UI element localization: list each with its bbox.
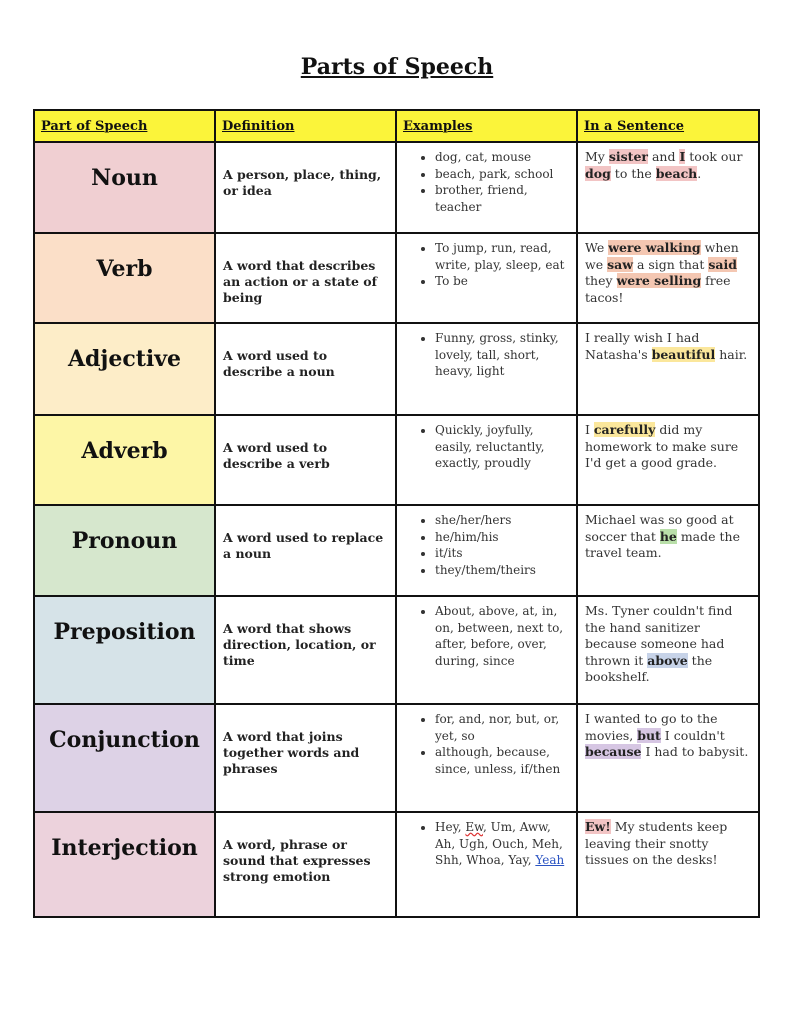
header-part-of-speech: Part of Speech [34, 110, 215, 142]
highlighted-word: were walking [608, 240, 701, 255]
highlighted-word: beach [655, 165, 698, 181]
table-row [34, 142, 759, 233]
table-row [34, 812, 759, 917]
sentence-text: a sign that [632, 256, 709, 272]
examples-list [401, 819, 572, 869]
example-item: • To jump, run, read, write, play, sleep, eat [435, 240, 572, 273]
example-segment: Ew [465, 820, 483, 834]
sentence-text: I [585, 422, 594, 437]
table-row [34, 415, 759, 505]
example-item: • they/them/theirs [435, 562, 572, 579]
sentence-text: My [585, 149, 609, 164]
cell-definition: A word that describes an action or a state of being [215, 233, 396, 323]
cell-part-of-speech-conjunction [34, 704, 215, 812]
part-of-speech-label: Adjective [67, 346, 182, 372]
parts-of-speech-table [33, 109, 760, 918]
example-segment: Hey, [435, 820, 466, 834]
highlighted-word: said [708, 256, 737, 272]
cell-sentence [577, 812, 759, 917]
highlighted-word: dog [585, 165, 611, 181]
cell-examples [396, 323, 577, 415]
cell-part-of-speech-adverb [34, 415, 215, 505]
example-item: • brother, friend, teacher [435, 182, 572, 215]
cell-sentence [577, 323, 759, 415]
sentence-text: . [697, 165, 702, 181]
highlighted-word: beautiful [651, 346, 716, 362]
part-of-speech-label: Pronoun [71, 528, 178, 554]
sentence-text: My students keep leaving their snotty tissues on the desks! [585, 819, 728, 867]
cell-part-of-speech-preposition [34, 596, 215, 704]
highlighted-word: because [585, 744, 642, 759]
examples-list [401, 240, 572, 290]
table-row [34, 233, 759, 323]
examples-list [401, 512, 572, 578]
part-of-speech-label: Adverb [81, 438, 168, 464]
cell-definition: A person, place, thing, or idea [215, 142, 396, 233]
table-body [34, 142, 759, 917]
highlighted-word: I [679, 149, 686, 164]
sentence-text: when we [585, 240, 739, 272]
highlighted-word: but [637, 727, 661, 743]
cell-part-of-speech-verb [34, 233, 215, 323]
sentence-text: they [585, 273, 617, 288]
example-link[interactable]: Yeah [535, 853, 565, 867]
example-item: • Funny, gross, stinky, lovely, tall, short, heavy, light [435, 330, 572, 380]
cell-sentence [577, 415, 759, 505]
cell-examples [396, 142, 577, 233]
highlighted-word: Ew! [585, 819, 611, 834]
table-row [34, 596, 759, 704]
example-item: • it/its [435, 545, 572, 562]
part-of-speech-label: Preposition [53, 619, 196, 645]
sentence-text: the bookshelf. [585, 652, 713, 684]
examples-list [401, 603, 572, 669]
page-title: Parts of Speech [300, 54, 494, 80]
cell-definition: A word used to describe a noun [215, 323, 396, 415]
highlighted-word: sister [608, 149, 648, 164]
sentence-text: free tacos! [585, 273, 731, 305]
table-row [34, 505, 759, 596]
cell-part-of-speech-adjective [34, 323, 215, 415]
example-item: • About, above, at, in, on, between, next to, after, before, over, during, since [435, 603, 572, 669]
example-item: • dog, cat, mouse [435, 149, 572, 166]
examples-list [401, 149, 572, 215]
highlighted-word: carefully [593, 422, 656, 437]
example-item: • for, and, nor, but, or, yet, so [435, 711, 572, 744]
table-header-row [34, 110, 759, 142]
highlighted-word: above [647, 652, 688, 668]
sentence-text: I had to babysit. [641, 744, 749, 759]
table-row [34, 323, 759, 415]
sentence-text: and [647, 149, 680, 164]
example-item [435, 819, 572, 869]
sentence-text: I couldn't [660, 727, 725, 743]
cell-definition: A word used to describe a verb [215, 415, 396, 505]
cell-examples [396, 233, 577, 323]
sentence-text: Ms. Tyner couldn't find the hand sanitizer because someone had thrown it [585, 603, 733, 668]
sentence-text: We [585, 240, 609, 255]
example-item: • she/her/hers [435, 512, 572, 529]
part-of-speech-label: Noun [91, 165, 158, 191]
sentence-text: to the [610, 165, 656, 181]
highlighted-word: he [659, 528, 677, 544]
cell-sentence [577, 142, 759, 233]
examples-list [401, 422, 572, 472]
header-in-a-sentence: In a Sentence [577, 110, 759, 142]
sentence-text: did my homework to make sure I'd get a good grade. [585, 422, 739, 470]
example-item: • he/him/his [435, 529, 572, 546]
sentence-text: hair. [715, 346, 748, 362]
examples-list [401, 711, 572, 777]
sentence-text: made the travel team. [585, 528, 740, 560]
part-of-speech-label: Conjunction [49, 727, 200, 753]
cell-sentence [577, 505, 759, 596]
example-segment: , Um, Aww, Ah, Ugh, Ouch, Meh, Shh, Whoa, Yay, [435, 820, 563, 867]
cell-definition: A word, phrase or sound that expresses strong emotion [215, 812, 396, 917]
cell-definition: A word that joins together words and phrases [215, 704, 396, 812]
example-item: • Quickly, joyfully, easily, reluctantly, exactly, proudly [435, 422, 572, 472]
example-item: • although, because, since, unless, if/then [435, 744, 572, 777]
header-examples: Examples [396, 110, 577, 142]
cell-definition: A word used to replace a noun [215, 505, 396, 596]
table-row [34, 704, 759, 812]
part-of-speech-label: Verb [96, 256, 153, 282]
cell-sentence [577, 233, 759, 323]
part-of-speech-label: Interjection [51, 835, 198, 861]
sentence-text: took our [685, 149, 743, 164]
cell-examples [396, 415, 577, 505]
highlighted-word: saw [607, 256, 633, 272]
header-definition: Definition [215, 110, 396, 142]
example-item: • beach, park, school [435, 166, 572, 183]
cell-sentence [577, 704, 759, 812]
cell-examples [396, 505, 577, 596]
highlighted-word: were selling [616, 273, 702, 288]
cell-part-of-speech-interjection [34, 812, 215, 917]
cell-examples [396, 704, 577, 812]
sentence-text: Michael was so good at soccer that [585, 512, 734, 544]
examples-list [401, 330, 572, 380]
cell-part-of-speech-noun [34, 142, 215, 233]
cell-examples [396, 596, 577, 704]
cell-examples [396, 812, 577, 917]
example-item: • To be [435, 273, 572, 290]
cell-sentence [577, 596, 759, 704]
sentence-text: I really wish I had Natasha's [585, 330, 700, 362]
cell-part-of-speech-pronoun [34, 505, 215, 596]
sentence-text: I wanted to go to the movies, [585, 711, 718, 743]
cell-definition: A word that shows direction, location, or time [215, 596, 396, 704]
